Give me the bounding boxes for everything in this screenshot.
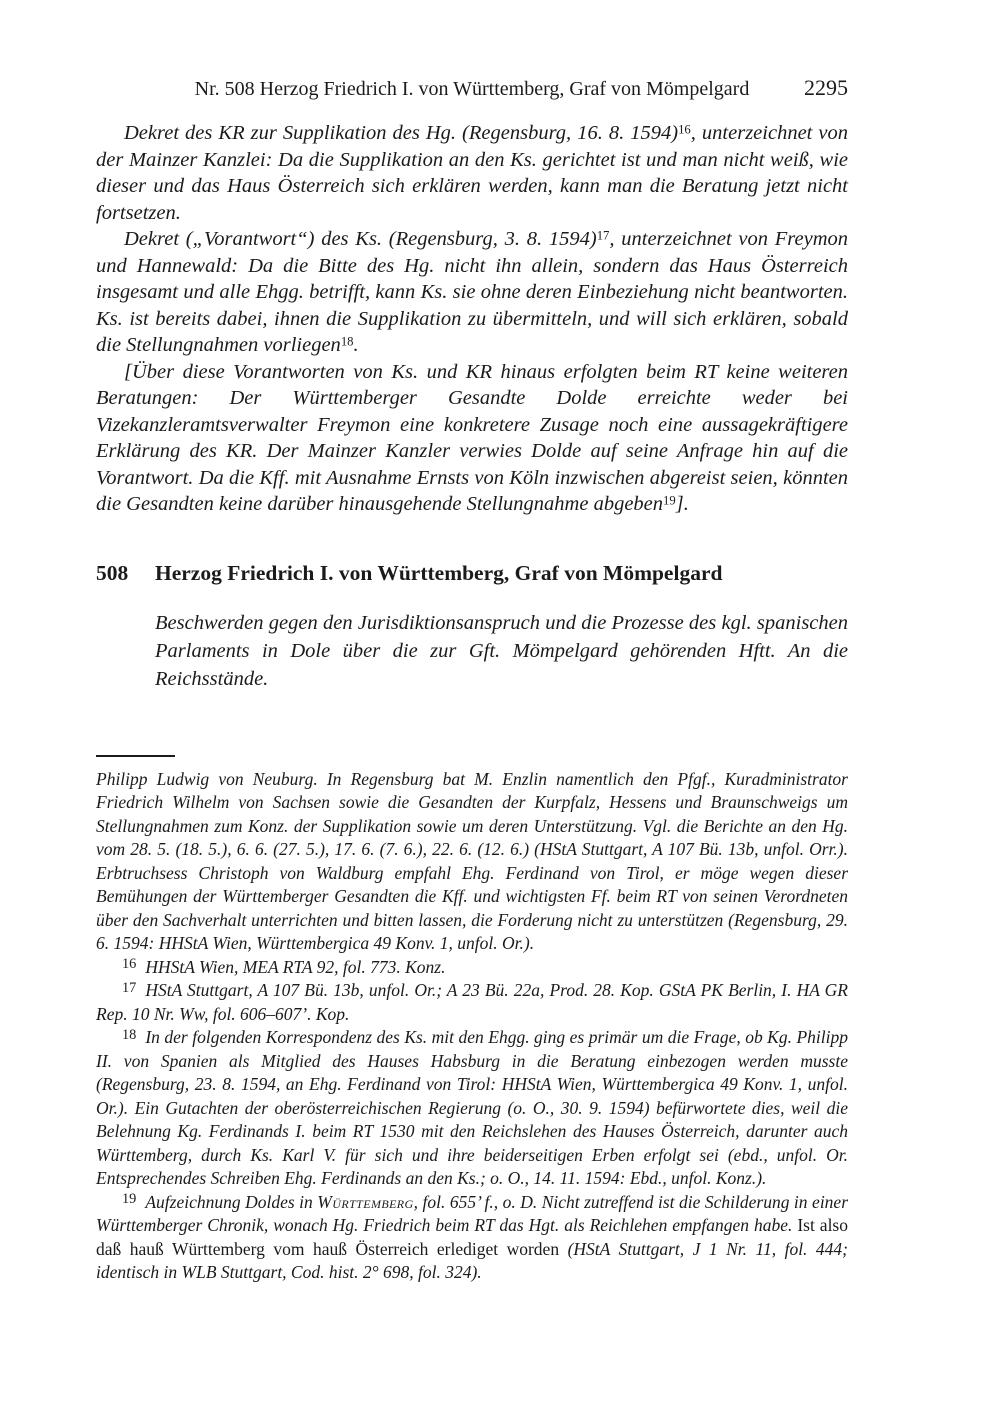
running-header (96, 76, 848, 102)
footnotes (96, 768, 848, 1285)
footnote-number: 16 (122, 956, 137, 973)
section-heading (96, 560, 848, 587)
body-paragraph (96, 120, 848, 226)
text-segment: HStA Stuttgart, A 107 Bü. 13b, unfol. Or.; A 23 Bü. 22a, Prod. 28. Kop. GStA PK Berlin, I. HA GR Rep. 10 Nr. Ww, fol. 606–607’. Kop. (96, 980, 848, 1024)
text-segment: Dekret des KR zur Supplikation des Hg. (Regensburg, 16. 8. 1594) (124, 122, 679, 144)
body-text (96, 120, 848, 518)
text-segment: Württemberg (317, 1191, 414, 1212)
footnote-marker: 19 (663, 493, 676, 508)
page-number: 2295 (804, 75, 848, 100)
section-title: Herzog Friedrich I. von Württemberg, Graf von Mömpelgard (155, 560, 723, 585)
text-segment: , unterzeichnet von Freymon und Hannewald: Da die Bitte des Hg. nicht ihn allein, sondern das Haus Österreich insgesamt und alle Ehgg. betrifft, kann Ks. sie ohne deren Einbeziehung nicht beantworten. Ks. ist bereits dabei, ihnen die Supplikation zu übermitteln, und will sich erklären, sobald die Stellungnahmen vorliegen (96, 228, 848, 356)
footnote-marker: 17 (596, 228, 610, 243)
section-summary: Beschwerden gegen den Jurisdiktionsanspruch und die Prozesse des kgl. spanischen Parlaments in Dole über die zur Gft. Mömpelgard gehörenden Hftt. An die Reichsstände. (155, 611, 848, 690)
text-segment: In der folgenden Korrespondenz des Ks. mit den Ehgg. ging es primär um die Frage, ob Kg. Philipp II. von Spanien als Mitglied des Hauses Habsburg in die Beratung einbezogen werden musste (Regensburg, 23. 8. 1594, an Ehg. Ferdinand von Tirol: HHStA Wien, Württembergica 49 Konv. 1, unfol. Or.). Ein Gutachten der oberösterreichischen Regierung (o. O., 30. 9. 1594) befürwortete dies, weil die Belehnung Kg. Ferdinands I. beim RT 1530 mit den Reichslehen des Hauses Österreich, darunter auch Württemberg, durch Ks. Karl V. für sich und ihre beiderseitigen Erben erfolgt sei (ebd., unfol. Or. Entsprechendes Schreiben Ehg. Ferdinands an den Ks.; o. O., 14. 11. 1594: Ebd., unfol. Konz.). (96, 1027, 848, 1188)
footnote-number: 18 (122, 1026, 137, 1043)
footnote-item (96, 1026, 848, 1191)
text-segment: . (353, 334, 359, 356)
section-number: 508 (96, 560, 129, 585)
body-paragraph (96, 226, 848, 359)
footnote-continuation (96, 768, 848, 956)
text-segment: HHStA Wien, MEA RTA 92, fol. 773. Konz. (145, 956, 446, 977)
footnote-item (96, 979, 848, 1026)
footnote-item (96, 1191, 848, 1285)
text-segment: , unterzeichnet von der Mainzer Kanzlei: Da die Supplikation an den Ks. gerichtet ist und man nicht weiß, wie dieser und das Haus Österreich sich erklären werden, kann man die Beratung jetzt nicht fortsetzen. (96, 122, 848, 224)
text-segment: Philipp Ludwig von Neuburg. In Regensburg bat M. Enzlin namentlich den Pfgf., Kuradministrator Friedrich Wilhelm von Sachsen sowie die Gesandten der Kurpfalz, Hessens und Braunschweigs um Stellungnahmen zum Konz. der Supplikation sowie um deren Unterstützung. Vgl. die Berichte an den Hg. vom 28. 5. (18. 5.), 6. 6. (27. 5.), 17. 6. (7. 6.), 22. 6. (12. 6.) (HStA Stuttgart, A 107 Bü. 13b, unfol. Orr.). Erbtruchsess Christoph von Waldburg empfahl Ehg. Ferdinand von Tirol, er möge wegen dieser Bemühungen der Württemberger Gesandten die Kff. und wichtigsten Ff. beim RT von seinen Verordneten über den Sachverhalt unterrichten und bitten lassen, die Forderung nicht zu unterstützen (Regensburg, 29. 6. 1594: HHStA Wien, Württembergica 49 Konv. 1, unfol. Or.). (96, 768, 848, 953)
body-paragraph (96, 359, 848, 518)
text-segment: Aufzeichnung Doldes in (145, 1191, 318, 1212)
footnote-number: 17 (122, 979, 137, 996)
footnote-separator (96, 755, 175, 757)
footnote-marker: 16 (678, 122, 691, 137)
footnote-item (96, 956, 848, 980)
text-segment: [Über diese Vorantworten von Ks. und KR hinaus erfolgten beim RT keine weiteren Beratungen: Der Württemberger Gesandte Dolde erreichte weder bei Vizekanzleramtsverwalter Freymon eine konkretere Zusage noch eine aussagekräftigere Erklärung des KR. Der Mainzer Kanzler verwies Dolde auf seine Anfrage hin auf die Vorantwort. Da die Kff. mit Ausnahme Ernsts von Köln inzwischen abgereist seien, könnten die Gesandten keine darüber hinausgehende Stellungnahme abgeben (96, 360, 848, 515)
text-segment: ]. (675, 493, 689, 515)
text-segment: Dekret („Vorantwort“) des Ks. (Regensburg, 3. 8. 1594) (124, 228, 597, 250)
running-header-title: Nr. 508 Herzog Friedrich I. von Württemberg, Graf von Mömpelgard (194, 78, 750, 100)
footnote-number: 19 (122, 1191, 137, 1208)
footnote-marker: 18 (340, 334, 354, 349)
text-segment: (HStA Stuttgart, J 1 Nr. 11, fol. 444; identisch in WLB Stuttgart, Cod. hist. 2° 698, fol. 324). (96, 1238, 848, 1282)
text-segment: , fol. 655’ f., o. D. Nicht zutreffend ist die Schilderung in einer Württemberger Chronik, wonach Hg. Friedrich beim RT das Hgt. als Reichlehen empfangen habe. (96, 1191, 849, 1235)
text-segment: Ist also daß hauß Württemberg vom hauß Österreich erlediget worden (96, 1215, 848, 1259)
